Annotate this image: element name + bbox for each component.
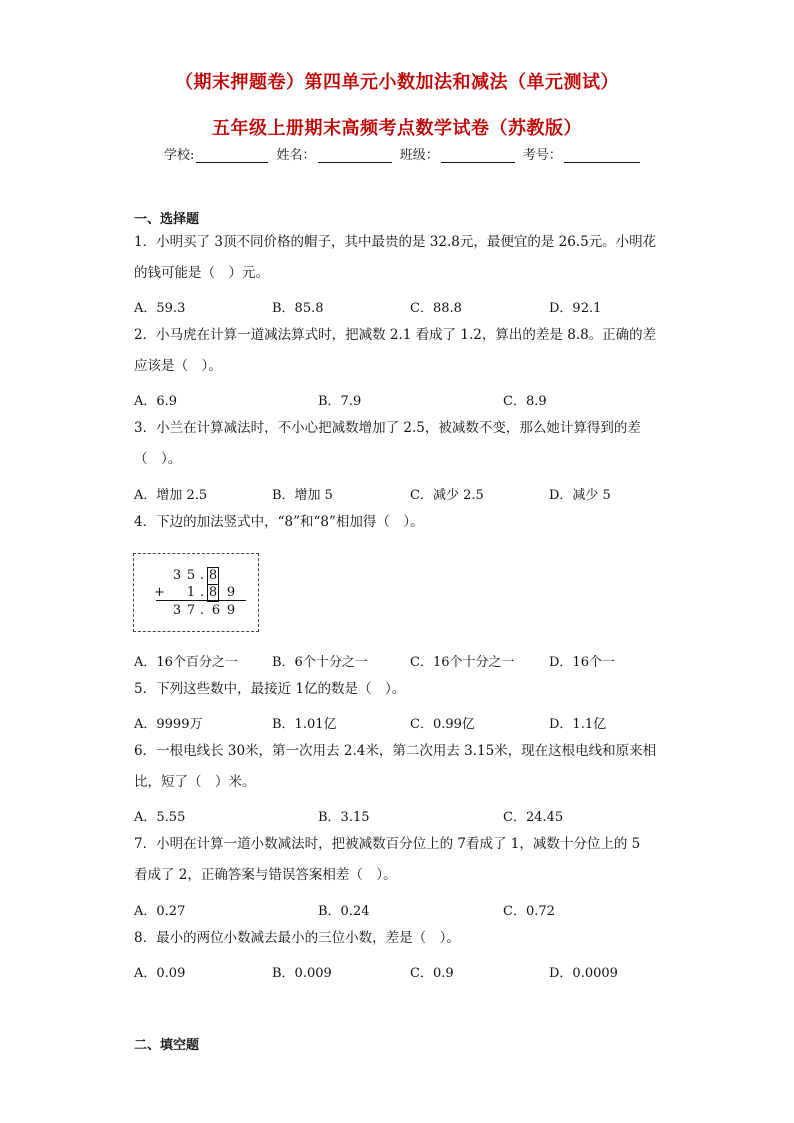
option-c[interactable]: C．16个十分之一: [410, 655, 515, 670]
question-text: 7．小明在计算一道小数减法时，把被减数百分位上的 7看成了 1，减数十分位上的 5: [134, 836, 641, 852]
digit: 8: [208, 568, 218, 583]
school-field[interactable]: [196, 148, 268, 163]
option-b[interactable]: B．6个十分之一: [272, 655, 368, 670]
question-7: [134, 829, 664, 891]
option-d[interactable]: D．92.1: [549, 301, 602, 316]
option-a[interactable]: A．5.55: [134, 810, 186, 825]
decimal-point: .: [199, 603, 205, 618]
question-text: 2．小马虎在计算一道减法算式时，把减数 2.1 看成了 1.2，算出的差是 8.8。正确的差: [134, 327, 657, 343]
digit: 5: [186, 568, 196, 583]
options-5: [134, 713, 694, 733]
digit: 9: [226, 585, 236, 600]
digit: 1: [186, 585, 196, 600]
decimal-point: .: [199, 568, 205, 583]
question-1: [134, 227, 664, 289]
question-text: 的钱可能是（ ）元。: [134, 265, 269, 281]
school-label: 学校:: [164, 148, 195, 163]
class-label: 班级：: [399, 148, 439, 163]
digit: 3: [172, 568, 182, 583]
class-field[interactable]: [441, 148, 515, 163]
question-text: 8．最小的两位小数减去最小的三位小数，差是（ ）。: [134, 930, 460, 946]
exam-no-label: 考号：: [522, 148, 562, 163]
option-c[interactable]: C．24.45: [503, 810, 564, 825]
options-1: [134, 297, 694, 317]
option-a[interactable]: A．59.3: [134, 301, 186, 316]
digit: 8: [208, 585, 218, 600]
question-6: [134, 736, 664, 798]
question-text: 1．小明买了 3顶不同价格的帽子，其中最贵的是 32.8元，最便宜的是 26.5元。小明花: [134, 234, 657, 250]
question-2: [134, 320, 664, 382]
options-6: [134, 806, 694, 826]
digit: 7: [186, 603, 196, 618]
vertical-addition-figure: [133, 553, 259, 632]
digit: 6: [211, 603, 221, 618]
exam-no-field[interactable]: [564, 148, 640, 163]
option-d[interactable]: D．0.0009: [549, 966, 618, 981]
digit: 9: [226, 603, 236, 618]
sum-line: [156, 600, 246, 601]
options-2: [134, 390, 694, 410]
name-label: 姓名：: [276, 148, 316, 163]
exam-subtitle: 五年级上册期末高频考点数学试卷（苏教版）: [212, 118, 582, 139]
options-8: [134, 962, 694, 982]
question-text: （ ）。: [134, 451, 182, 467]
option-a[interactable]: A．0.09: [134, 966, 186, 981]
option-d[interactable]: D．1.1亿: [549, 717, 607, 732]
plus-sign: +: [154, 585, 165, 600]
question-text: 应该是（ ）。: [134, 358, 222, 374]
options-3: [134, 484, 694, 504]
option-c[interactable]: C．88.8: [410, 301, 462, 316]
question-text: 3．小兰在计算减法时，不小心把减数增加了 2.5，被减数不变，那么她计算得到的差: [134, 420, 641, 436]
option-c[interactable]: C．8.9: [503, 394, 547, 409]
question-text: 6．一根电线长 30米，第一次用去 2.4米，第二次用去 3.15米，现在这根电线和原来相: [134, 743, 657, 759]
option-b[interactable]: B．1.01亿: [272, 717, 337, 732]
question-text: 比，短了（ ）米。: [134, 774, 256, 790]
option-b[interactable]: B．0.009: [272, 966, 332, 981]
option-a[interactable]: A．0.27: [134, 904, 186, 919]
options-7: [134, 900, 694, 920]
option-c[interactable]: C．0.99亿: [410, 717, 475, 732]
option-a[interactable]: A．增加 2.5: [134, 488, 208, 503]
exam-title: （期末押题卷）第四单元小数加法和减法（单元测试）: [175, 72, 619, 93]
option-b[interactable]: B．0.24: [318, 904, 370, 919]
options-4: [134, 651, 694, 671]
option-d[interactable]: D．16个一: [549, 655, 615, 670]
option-b[interactable]: B．7.9: [318, 394, 362, 409]
section-title-fill-blank: 二、填空题: [134, 1038, 200, 1053]
section-title-choice: 一、选择题: [134, 212, 200, 227]
option-c[interactable]: C．0.9: [410, 966, 454, 981]
option-a[interactable]: A．9999万: [134, 717, 203, 732]
option-b[interactable]: B．85.8: [272, 301, 324, 316]
addend-row-1: [134, 568, 254, 586]
question-text: 4．下边的加法竖式中，“8”和“8”相加得（ ）。: [134, 514, 424, 530]
option-c[interactable]: C．减少 2.5: [410, 488, 484, 503]
name-field[interactable]: [318, 148, 392, 163]
option-b[interactable]: B．增加 5: [272, 488, 333, 503]
option-b[interactable]: B．3.15: [318, 810, 370, 825]
question-5: [134, 674, 664, 705]
question-8: [134, 923, 664, 954]
digit: 3: [172, 603, 182, 618]
question-text: 5．下列这些数中，最接近 1亿的数是（ ）。: [134, 681, 406, 697]
question-4: [134, 507, 664, 538]
student-info-line: [164, 144, 644, 163]
option-a[interactable]: A．6.9: [134, 394, 178, 409]
question-3: [134, 413, 664, 475]
option-d[interactable]: D．减少 5: [549, 488, 611, 503]
decimal-point: .: [199, 585, 205, 600]
option-c[interactable]: C．0.72: [503, 904, 555, 919]
sum-row: [134, 603, 254, 621]
question-text: 看成了 2，正确答案与错误答案相差（ ）。: [134, 867, 397, 883]
option-a[interactable]: A．16个百分之一: [134, 655, 238, 670]
